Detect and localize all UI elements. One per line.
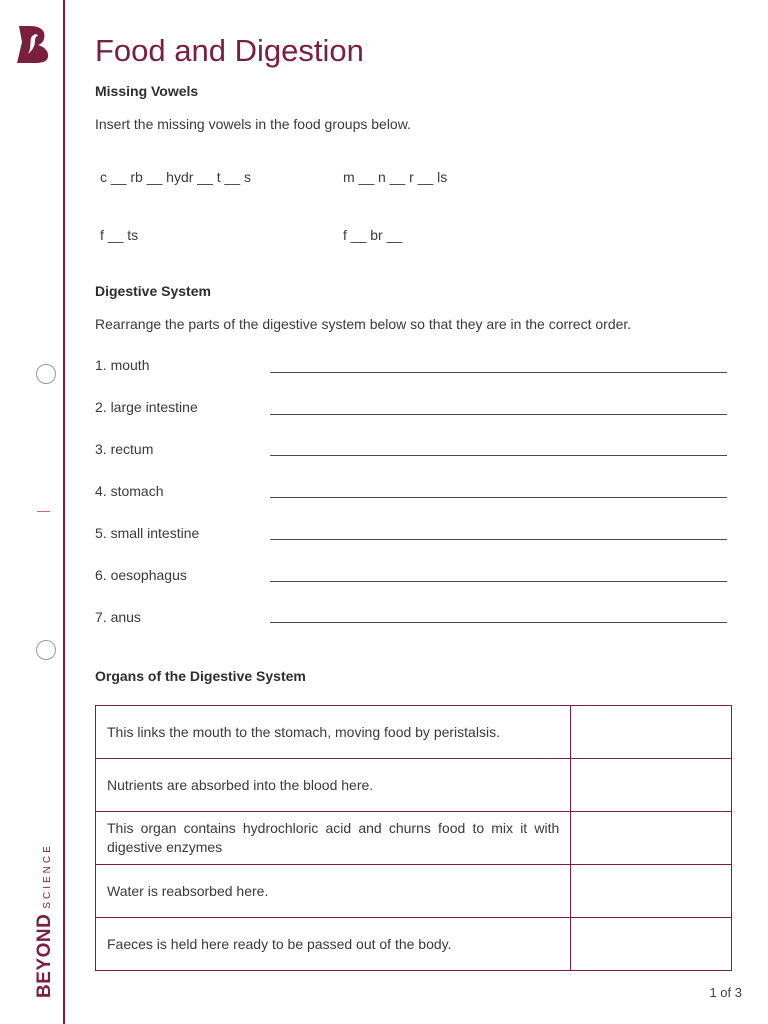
table-row: [96, 865, 732, 918]
brand-word-beyond: BEYOND: [34, 913, 55, 998]
organ-answer-cell[interactable]: [571, 812, 732, 865]
list-item: 1. mouth: [95, 357, 150, 373]
digestive-system-instruction: Rearrange the parts of the digestive system below so that they are in the correct order.: [95, 316, 632, 332]
table-row: [96, 706, 732, 759]
answer-line-5[interactable]: [270, 539, 727, 540]
list-item: 7. anus: [95, 609, 141, 625]
answer-line-3[interactable]: [270, 455, 727, 456]
list-item: 2. large intestine: [95, 399, 198, 415]
organ-description: This links the mouth to the stomach, moving food by peristalsis.: [96, 706, 571, 759]
missing-vowels-instruction: Insert the missing vowels in the food groups below.: [95, 116, 411, 132]
organ-answer-cell[interactable]: [571, 759, 732, 812]
table-row: [96, 812, 732, 865]
vowel-word-2[interactable]: m __ n __ r __ ls: [343, 169, 448, 185]
organ-description: This organ contains hydrochloric acid and churns food to mix it with digestive enzymes: [96, 812, 571, 865]
page-title: Food and Digestion: [95, 33, 364, 68]
list-item: 5. small intestine: [95, 525, 200, 541]
list-item: 4. stomach: [95, 483, 164, 499]
vowel-word-3[interactable]: f __ ts: [100, 227, 139, 243]
punch-hole: [36, 640, 56, 660]
beyond-logo-icon: [16, 24, 50, 64]
vowel-word-1[interactable]: c __ rb __ hydr __ t __ s: [100, 169, 251, 185]
answer-line-1[interactable]: [270, 372, 727, 373]
organ-description: Faeces is held here ready to be passed out of the body.: [96, 918, 571, 971]
organ-answer-cell[interactable]: [571, 918, 732, 971]
answer-line-7[interactable]: [270, 622, 727, 623]
organ-description: Nutrients are absorbed into the blood here.: [96, 759, 571, 812]
organ-description: Water is reabsorbed here.: [96, 865, 571, 918]
organs-heading: Organs of the Digestive System: [95, 668, 306, 684]
list-item: 6. oesophagus: [95, 567, 187, 583]
organ-answer-cell[interactable]: [571, 706, 732, 759]
punch-hole: [36, 364, 56, 384]
answer-line-6[interactable]: [270, 581, 727, 582]
page-number: 1 of 3: [709, 985, 742, 1000]
answer-line-2[interactable]: [270, 414, 727, 415]
answer-line-4[interactable]: [270, 497, 727, 498]
vowel-word-4[interactable]: f __ br __: [343, 227, 403, 243]
margin-line: [63, 0, 65, 1024]
organs-table: [95, 705, 732, 971]
list-item: 3. rectum: [95, 441, 154, 457]
missing-vowels-heading: Missing Vowels: [95, 83, 199, 99]
digestive-system-heading: Digestive System: [95, 283, 211, 299]
table-row: [96, 759, 732, 812]
brand-wordmark: [34, 843, 56, 998]
organ-answer-cell[interactable]: [571, 865, 732, 918]
table-row: [96, 918, 732, 971]
fold-mark: [37, 511, 50, 512]
brand-word-science: SCIENCE: [42, 843, 53, 909]
